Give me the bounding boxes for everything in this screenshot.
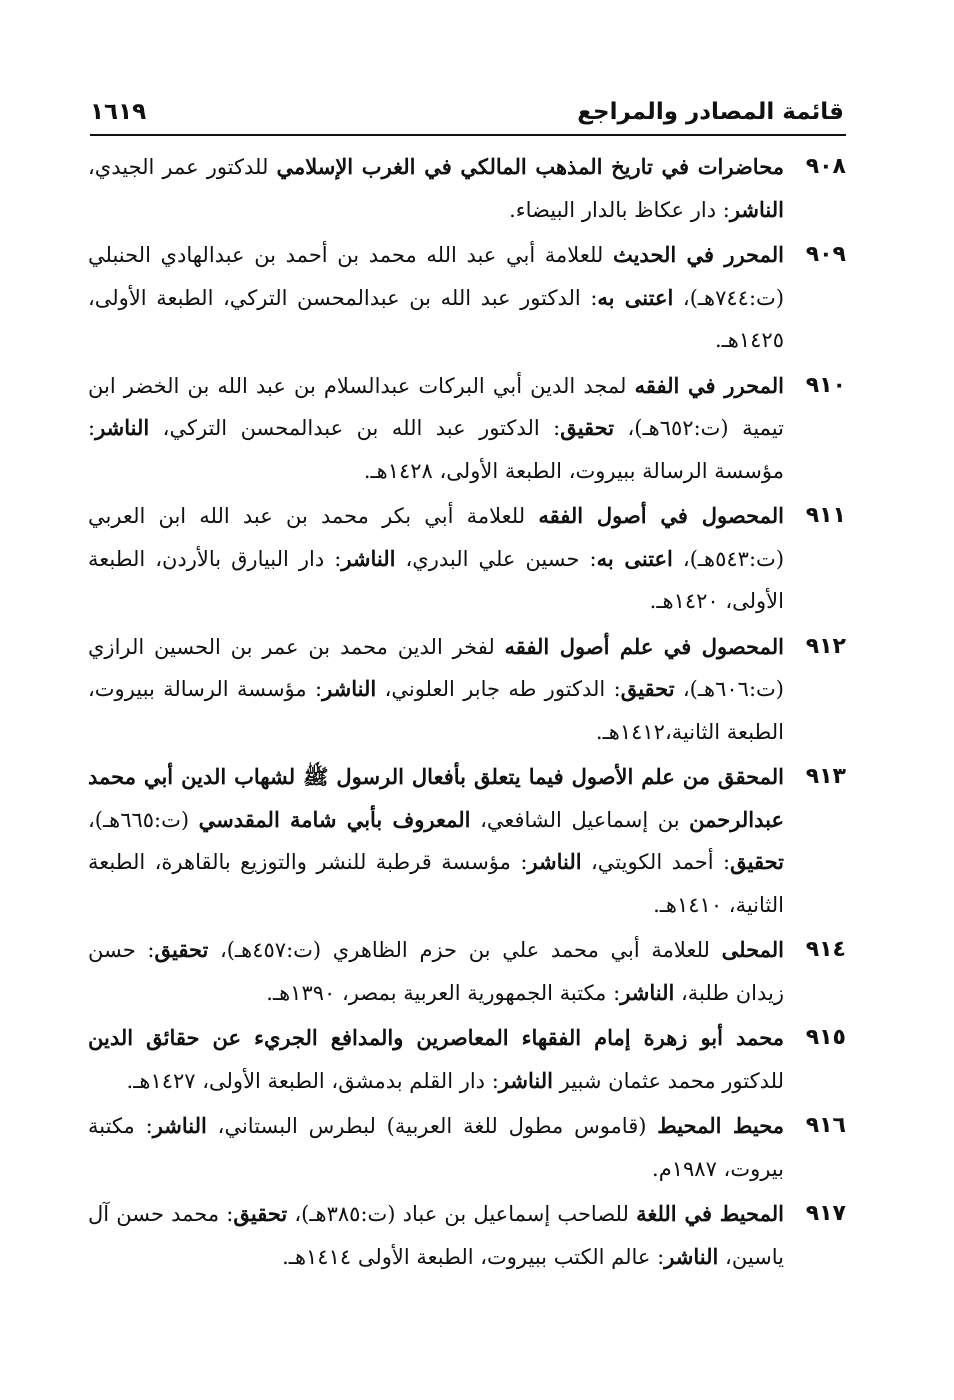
entry-span: : عالم الكتب ببيروت، الطبعة الأولى ١٤١٤هـ. xyxy=(282,1244,665,1269)
entry-bold-span: الناشر xyxy=(620,979,675,1005)
entry-span: : دار القلم بدمشق، الطبعة الأولى، ١٤٢٧هـ. xyxy=(126,1068,499,1093)
entry-span: : الدكتور عبد الله بن عبدالمحسن التركي، الطبعة الأولى، ١٤٢٥هـ. xyxy=(88,285,784,352)
entry-text xyxy=(88,626,784,754)
entry-bold-span: المحقق من علم الأصول فيما يتعلق بأفعال الرسول ﷺ لشهاب الدين أبي محمد عبدالرحمن xyxy=(88,764,784,832)
entry-text xyxy=(88,146,784,231)
entry-bold-span: المحلى xyxy=(721,937,785,962)
entry-span: : الدكتور عبد الله بن عبدالمحسن التركي، xyxy=(149,416,561,440)
entry-span: : مؤسسة الرسالة ببيروت، الطبعة الثانية،١٤١٢هـ. xyxy=(88,677,784,744)
entry-bold-span: محمد أبو زهرة إمام الفقهاء المعاصرين والمدافع الجريء عن حقائق الدين xyxy=(88,1025,784,1050)
entry-number: ٩١٣ xyxy=(805,764,846,789)
entry-text xyxy=(88,365,784,493)
entry-span: : مكتبة بيروت، ١٩٨٧م. xyxy=(88,1114,784,1181)
entry-bold-span: اعتنى به xyxy=(596,545,673,571)
entry-span: لمجد الدين أبي البركات عبدالسلام بن عبد الله بن الخضر ابن تيمية (ت:٦٥٢هـ)، xyxy=(88,373,784,440)
running-title: قائمة المصادر والمراجع xyxy=(577,99,844,125)
entry-bold-span: المعروف بأبي شامة المقدسي xyxy=(198,806,471,832)
entry-span: (قاموس مطول للغة العربية) لبطرس البستاني، xyxy=(206,1114,658,1138)
entry-bold-span: الناشر xyxy=(729,196,784,222)
entry-bold-span: المحصول في علم أصول الفقه xyxy=(504,633,784,659)
entry-bold-span: الناشر xyxy=(95,415,150,440)
entry-span: : مؤسسة الرسالة ببيروت، الطبعة الأولى، ١٤٢٨هـ. xyxy=(88,416,784,483)
entry-span: للعلامة أبي عبد الله محمد بن أحمد بن عبدالهادي الحنبلي (ت:٧٤٤هـ)، xyxy=(88,243,785,310)
entry-bold-span: الناشر xyxy=(341,545,396,571)
entry-text xyxy=(88,1105,784,1190)
entry-span: للدكتور محمد عثمان شبير xyxy=(552,1068,784,1093)
entry-number: ٩١١ xyxy=(805,503,846,528)
entry-bold-span: تحقيق xyxy=(154,937,209,962)
entry-number: ٩١٧ xyxy=(805,1201,846,1226)
entry-bold-span: الناشر xyxy=(498,1067,553,1093)
bibliography-entry xyxy=(88,234,846,362)
entry-number: ٩١٢ xyxy=(805,633,846,659)
entry-text xyxy=(88,756,784,926)
entry-number: ٩١٦ xyxy=(805,1113,846,1138)
header-rule xyxy=(90,134,846,136)
entry-text xyxy=(88,1193,784,1278)
entry-number: ٩٠٩ xyxy=(805,242,846,267)
bibliography-entry xyxy=(88,756,846,926)
entry-text xyxy=(88,495,784,623)
entry-text xyxy=(88,1017,784,1102)
entry-span: : دار عكاظ بالدار البيضاء. xyxy=(509,197,730,222)
entry-bold-span: تحقيق xyxy=(233,1201,288,1226)
entry-number: ٩١٠ xyxy=(805,372,846,398)
entry-span: : محمد حسن آل ياسين، xyxy=(88,1202,784,1269)
entry-number: ٩٠٨ xyxy=(805,154,846,179)
bibliography-list xyxy=(88,146,846,1281)
page-number: ١٦١٩ xyxy=(90,99,147,125)
entry-span: : الدكتور طه جابر العلوني، xyxy=(376,677,621,701)
entry-text xyxy=(88,234,784,362)
entry-bold-span: تحقيق xyxy=(730,849,784,874)
bibliography-entry xyxy=(88,365,846,493)
entry-text xyxy=(88,929,784,1014)
bibliography-entry xyxy=(88,495,846,623)
entry-number: ٩١٤ xyxy=(805,937,846,962)
entry-bold-span: المحيط في اللغة xyxy=(636,1201,784,1226)
bibliography-entry xyxy=(88,146,846,231)
entry-span: للصاحب إسماعيل بن عباد (ت:٣٨٥هـ)، xyxy=(287,1202,637,1226)
entry-bold-span: الناشر xyxy=(322,676,377,701)
entry-bold-span: المحرر في الفقه xyxy=(634,372,784,398)
bibliography-entry xyxy=(88,1193,846,1278)
entry-span: : حسين علي البدري، xyxy=(395,546,597,571)
entry-span: للعلامة أبي بكر محمد بن عبد الله ابن العربي (ت:٥٤٣هـ)، xyxy=(88,504,785,571)
entry-span: لفخر الدين محمد بن عمر بن الحسين الرازي (ت:٦٠٦هـ)، xyxy=(88,634,784,701)
entry-bold-span: الناشر xyxy=(527,849,582,874)
entry-span: للدكتور عمر الجيدي، xyxy=(88,155,277,179)
entry-bold-span: الناشر xyxy=(664,1243,719,1269)
entry-span: : أحمد الكويتي، xyxy=(581,850,731,874)
entry-span: (ت:٦٦٥هـ)، xyxy=(88,807,199,832)
entry-span: : دار البيارق بالأردن، الطبعة الأولى، ١٤٢٠هـ. xyxy=(88,546,784,613)
bibliography-entry xyxy=(88,1017,846,1102)
page-header xyxy=(90,92,844,132)
entry-number: ٩١٥ xyxy=(805,1025,846,1050)
entry-bold-span: محيط المحيط xyxy=(657,1113,785,1138)
entry-bold-span: المحصول في أصول الفقه xyxy=(538,503,785,528)
entry-bold-span: محاضرات في تاريخ المذهب المالكي في الغرب الإسلامي xyxy=(276,154,784,179)
entry-span: للعلامة أبي محمد علي بن حزم الظاهري (ت:٤٥٧هـ)، xyxy=(208,938,722,962)
bibliography-entry xyxy=(88,1105,846,1190)
entry-bold-span: اعتنى به xyxy=(597,284,674,310)
entry-span: : حسن زيدان طلبة، xyxy=(88,938,784,1005)
entry-bold-span: تحقيق xyxy=(560,415,615,440)
entry-span: بن إسماعيل الشافعي، xyxy=(470,807,690,832)
entry-bold-span: المحرر في الحديث xyxy=(612,242,784,267)
entry-span: : مؤسسة قرطبة للنشر والتوزيع بالقاهرة، الطبعة الثانية، ١٤١٠هـ. xyxy=(88,850,784,917)
entry-bold-span: تحقيق xyxy=(620,676,675,701)
entry-span: : مكتبة الجمهورية العربية بمصر، ١٣٩٠هـ. xyxy=(266,980,621,1005)
entry-bold-span: الناشر xyxy=(152,1113,207,1138)
bibliography-entry xyxy=(88,626,846,754)
bibliography-entry xyxy=(88,929,846,1014)
